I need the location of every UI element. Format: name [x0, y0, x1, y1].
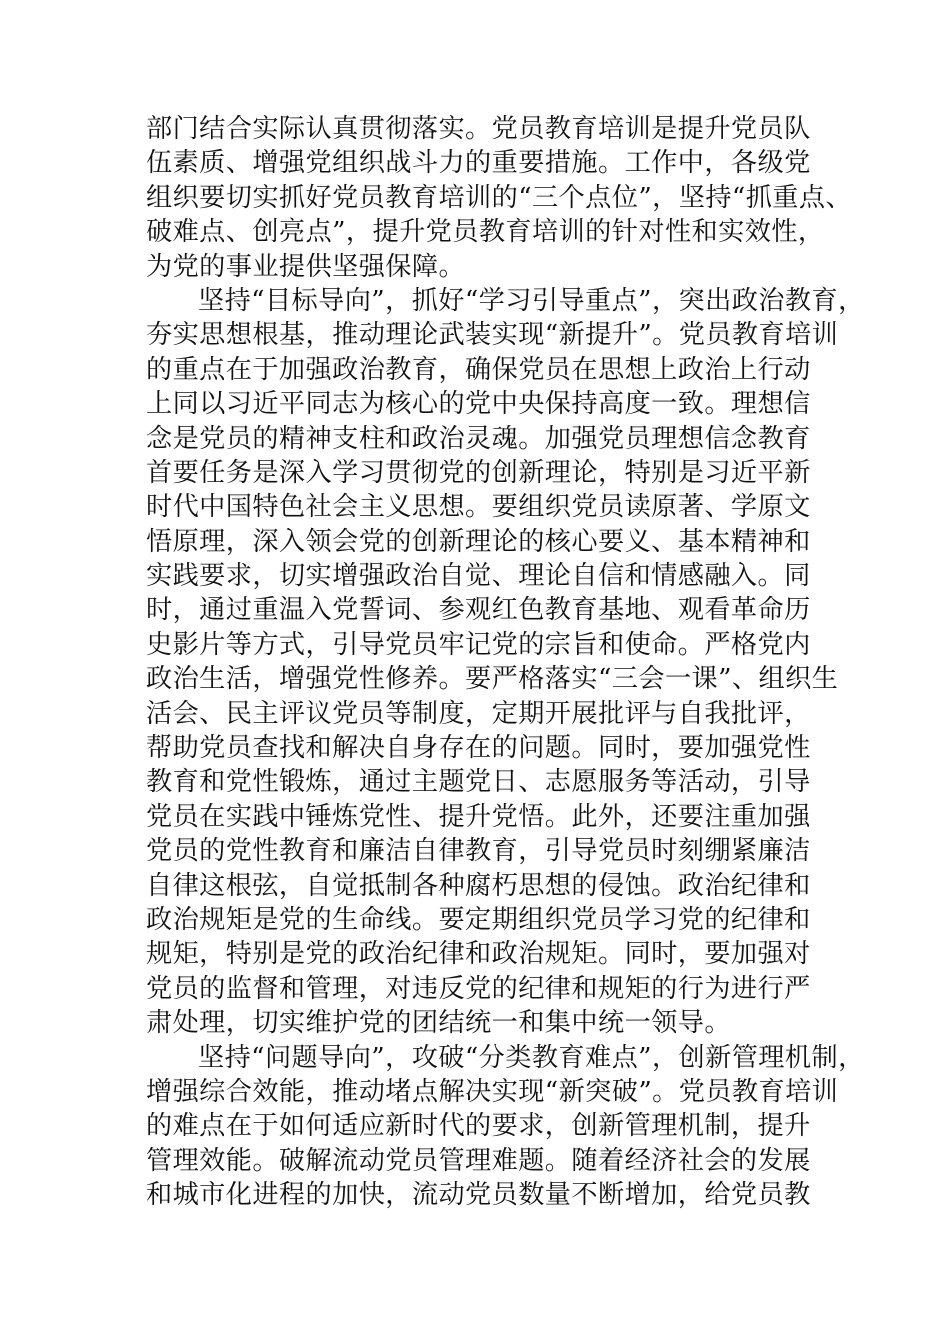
text-line: 为党的事业提供坚强保障。: [146, 251, 466, 282]
text-line: 教育和党性锻炼，通过主题党日、志愿服务等活动，引导: [146, 767, 811, 798]
text-line: 党员的党性教育和廉洁自律教育，引导党员时刻绷紧廉洁: [146, 836, 811, 867]
text-line: 悟原理，深入领会党的创新理论的核心要义、基本精神和: [146, 526, 811, 557]
text-line: 史影片等方式，引导党员牢记党的宗旨和使命。严格党内: [146, 629, 811, 660]
text-line: 政治生活，增强党性修养。要严格落实“三会一课”、组织生: [146, 664, 839, 695]
text-line: 自律这根弦，自觉抵制各种腐朽思想的侵蚀。政治纪律和: [146, 870, 811, 901]
text-line: 首要任务是深入学习贯彻党的创新理论，特别是习近平新: [146, 457, 811, 488]
text-line: 管理效能。破解流动党员管理难题。随着经济社会的发展: [146, 1145, 811, 1176]
text-line: 夯实思想根基，推动理论武装实现“新提升”。党员教育培训: [146, 320, 839, 351]
text-line: 的重点在于加强政治教育，确保党员在思想上政治上行动: [146, 354, 811, 385]
paragraph-start-line: 坚持“问题导向”，攻破“分类教育难点”，创新管理机制，: [198, 1042, 865, 1073]
text-line: 和城市化进程的加快，流动党员数量不断增加，给党员教: [146, 1180, 811, 1211]
text-line: 肃处理，切实维护党的团结统一和集中统一领导。: [146, 1008, 731, 1039]
text-line: 时代中国特色社会主义思想。要组织党员读原著、学原文: [146, 492, 811, 523]
body-text: [146, 112, 865, 1213]
text-line: 部门结合实际认真贯彻落实。党员教育培训是提升党员队: [146, 114, 811, 144]
text-line: 政治规矩是党的生命线。要定期组织党员学习党的纪律和: [146, 904, 811, 935]
text-line: 组织要切实抓好党员教育培训的“三个点位”，坚持“抓重点、: [146, 182, 853, 213]
text-line: 增强综合效能，推动堵点解决实现“新突破”。党员教育培训: [146, 1076, 839, 1107]
text-line: 实践要求，切实增强政治自觉、理论自信和情感融入。同: [146, 561, 811, 592]
text-line: 破难点、创亮点”，提升党员教育培训的针对性和实效性，: [146, 217, 825, 248]
text-line: 规矩，特别是党的政治纪律和政治规矩。同时，要加强对: [146, 939, 811, 970]
text-line: 党员在实践中锤炼党性、提升党悟。此外，还要注重加强: [146, 801, 811, 832]
text-line: 的难点在于如何适应新时代的要求，创新管理机制，提升: [146, 1111, 811, 1142]
text-line: 念是党员的精神支柱和政治灵魂。加强党员理想信念教育: [146, 423, 811, 454]
text-line: 活会、民主评议党员等制度，定期开展批评与自我批评，: [146, 698, 811, 729]
text-line: 帮助党员查找和解决自身存在的问题。同时，要加强党性: [146, 733, 811, 764]
text-line: 党员的监督和管理，对违反党的纪律和规矩的行为进行严: [146, 973, 811, 1004]
text-line: 时，通过重温入党誓词、参观红色教育基地、观看革命历: [146, 595, 811, 626]
text-line: 伍素质、增强党组织战斗力的重要措施。工作中，各级党: [146, 148, 811, 179]
text-line: 上同以习近平同志为核心的党中央保持高度一致。理想信: [146, 389, 811, 420]
paragraph-start-line: 坚持“目标导向”，抓好“学习引导重点”，突出政治教育，: [198, 285, 865, 316]
